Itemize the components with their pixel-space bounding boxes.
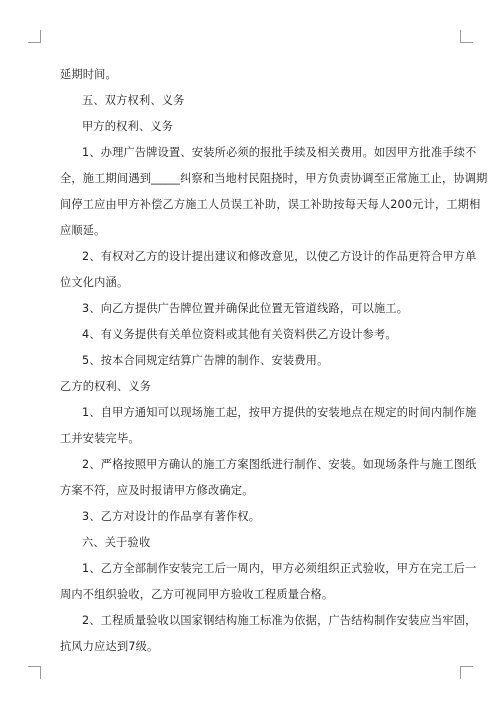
- crop-mark-bottom-left: [28, 666, 41, 679]
- paragraph-line: 方案不符，应及时报请甲方修改确定。: [60, 484, 254, 497]
- paragraph-line: 4、有义务提供有关单位资料或其他有关资料供乙方设计参考。: [82, 328, 397, 341]
- paragraph-line: 1、乙方全部制作安装完工后一周内，甲方必须组织正式验收，甲方在完工后一: [82, 562, 477, 575]
- paragraph-line: 3、乙方对设计的作品享有著作权。: [82, 510, 261, 523]
- paragraph-line: 工并安装完毕。: [60, 432, 140, 445]
- paragraph-line: 应顺延。: [60, 224, 106, 237]
- paragraph-line: 1、办理广告牌设置、安装所必须的报批手续及相关费用。如因甲方批准手续不: [82, 146, 477, 159]
- paragraph-line: 间停工应由甲方补偿乙方施工人员误工补助，误工补助按每天每人200元计，工期相: [60, 198, 481, 211]
- paragraph-line: 3、向乙方提供广告牌位置并确保此位置无管道线路，可以施工。: [82, 302, 409, 315]
- crop-mark-bottom-right: [460, 666, 473, 679]
- paragraph-line: 2、严格按照甲方确认的施工方案图纸进行制作、安装。如现场条件与施工图纸: [82, 458, 477, 471]
- crop-mark-top-left: [28, 30, 41, 43]
- paragraph-line: 全，施工期间遇到_____纠察和当地村民阻挠时，甲方负责协调至正常施工止，协调期: [60, 172, 488, 185]
- paragraph-line: 2、工程质量验收以国家钢结构施工标准为依据，广告结构制作安装应当牢固，: [82, 614, 477, 627]
- document-body: [60, 62, 488, 660]
- section-heading: 六、关于验收: [82, 536, 151, 549]
- paragraph-line: 1、自甲方通知可以现场施工起，按甲方提供的安装地点在规定的时间内制作施: [82, 406, 477, 419]
- crop-mark-top-right: [460, 30, 473, 43]
- paragraph-line: 5、按本合同规定结算广告牌的制作、安装费用。: [82, 354, 329, 367]
- section-heading: 五、双方权利、义务: [82, 94, 185, 107]
- paragraph-line: 2、有权对乙方的设计提出建议和修改意见，以使乙方设计的作品更符合甲方单: [82, 250, 477, 263]
- paragraph-line: 位文化内涵。: [60, 276, 129, 289]
- paragraph-line: 周内不组织验收，乙方可视同甲方验收工程质量合格。: [60, 588, 334, 601]
- paragraph-line: 抗风力应达到7级。: [60, 640, 159, 653]
- subsection-heading: 甲方的权利、义务: [82, 120, 174, 133]
- paragraph-line: 延期时间。: [60, 68, 117, 81]
- subsection-heading: 乙方的权利、义务: [60, 380, 152, 393]
